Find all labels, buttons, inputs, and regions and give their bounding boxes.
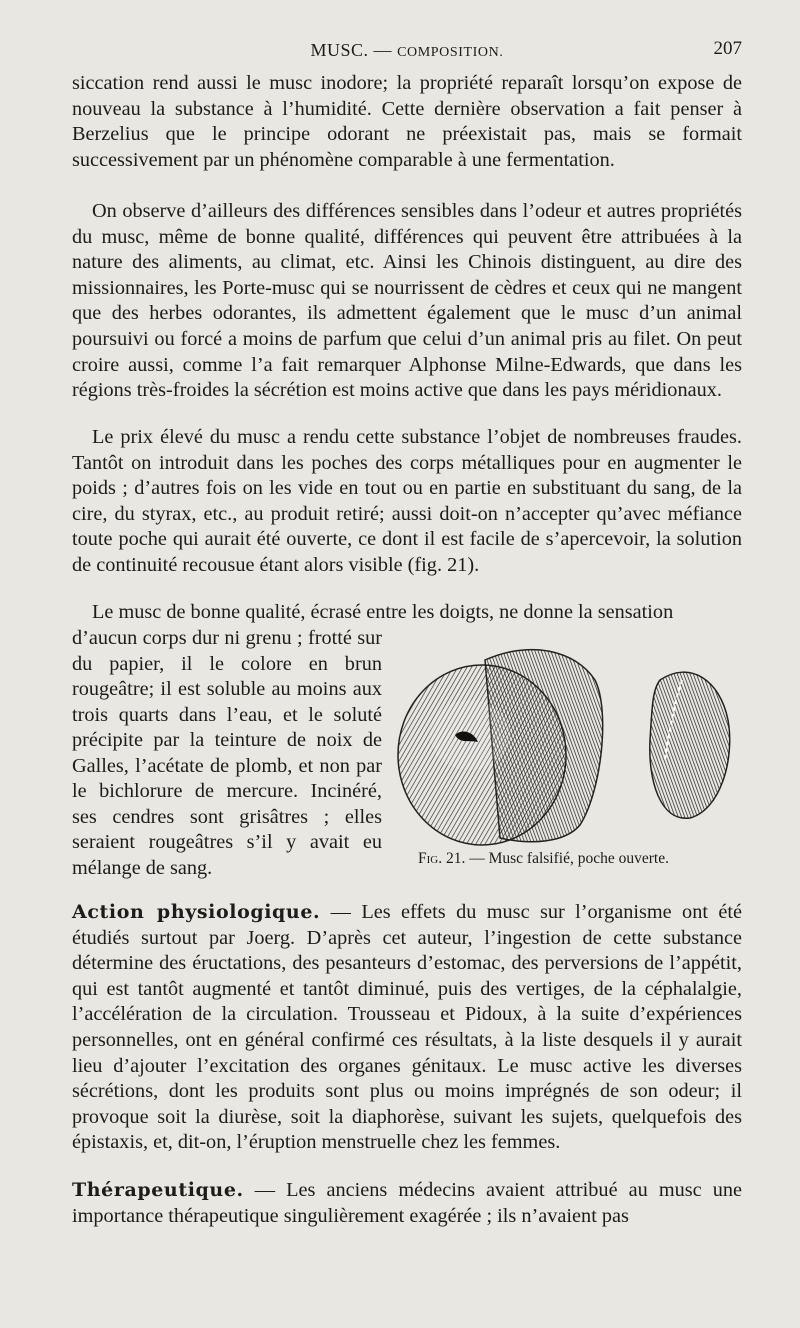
paragraph-6 [72, 1178, 742, 1229]
musc-pouch-illustration [390, 640, 750, 855]
small-pouch [650, 672, 730, 818]
section-heading-action-physiologique: Action physiologique. [72, 901, 321, 923]
paragraph-5 [72, 900, 742, 1156]
figure-caption-label: Fig. 21. [418, 850, 466, 867]
figure-21 [390, 640, 750, 885]
paragraph-therapeutique [72, 1178, 742, 1229]
paragraph-1 [72, 71, 742, 173]
paragraph-4-first-line [72, 600, 742, 626]
section-heading-therapeutique: Thérapeutique. [72, 1179, 244, 1201]
paragraph-3 [72, 425, 742, 579]
paragraph-4-first-line-text: Le musc de bonne qualité, écrasé entre les doigts, ne donne la sensation [92, 601, 674, 623]
running-header [72, 38, 742, 64]
paragraph-action-physiologique [72, 900, 742, 1156]
paragraph-6-text: — Les anciens médecins avaient attribué au musc une importance thérapeutique singulièrement exagérée ; ils n’avaient pas [72, 1179, 742, 1227]
paragraph-4-wrapped-text: d’aucun corps dur ni grenu ; frotté sur du papier, il le colore en brun rougeâtre; il est soluble au moins aux trois quarts dans l’eau, et le soluté précipite par la teinture de noix de Galles, l’acétate de plomb, et non par le bichlorure de mercure. Incinéré, ses cendres sont grisâtres ; elles seraient rougeâtres s’il y avait eu mélange de sang. [72, 627, 382, 879]
running-title-section: COMPOSITION. [397, 45, 504, 60]
page-number: 207 [713, 38, 742, 59]
paragraph-2 [72, 199, 742, 404]
paragraph-4-wrapped [72, 626, 382, 881]
running-title [72, 40, 742, 61]
paragraph-2-text: On observe d’ailleurs des différences sensibles dans l’odeur et autres propriétés du musc, même de bonne qualité, différences qui peuvent être attribuées à la nature des aliments, au climat, etc. Ainsi les Chinois distinguent, au dire des missionnaires, les Porte-musc qui se nourrissent de cèdres et ceux qui ne mangent que des herbes odorantes, ils admettent également que le musc d’un animal poursuivi ou forcé a moins de parfum que celui d’un animal pris au filet. On peut croire aussi, comme l’a fait remarquer Alphonse Milne-Edwards, que dans les régions très-froides la sécrétion est moins active que dans les pays méridionaux. [72, 200, 742, 402]
paragraph-3-text: Le prix élevé du musc a rendu cette substance l’objet de nombreuses fraudes. Tantôt on introduit dans les poches des corps métalliques pour en augmenter le poids ; d’autres fois on les vide en tout ou en partie en substituant du sang, de la cire, du styrax, etc., au produit retiré; aussi doit-on n’accepter qu’avec méfiance toute poche qui aurait été ouverte, ce dont il est facile de s’apercevoir, la solution de continuité recousue étant alors visible (fig. 21). [72, 426, 742, 576]
paragraph-5-text: — Les effets du musc sur l’organisme ont été étudiés surtout par Joerg. D’après cet auteur, l’ingestion de cette substance détermine des éructations, des pesanteurs d’estomac, des perversions de l’appétit, qui est tantôt augmenté et tantôt diminué, puis des vertiges, de la céphalalgie, l’accélération de la circulation. Trousseau et Pidoux, à la suite d’expériences personnelles, ont en général confirmé ces résultats, à la liste desquels il y aurait lieu d’ajouter l’excitation des organes génitaux. Le musc active les diverses sécrétions, dont les produits sont plus ou moins imprégnés de son odeur; il provoque soit la diurèse, soit la diaphorèse, suivant les sujets, quelquefois des épistaxis, et, dit-on, l’éruption menstruelle chez les femmes. [72, 901, 742, 1154]
figure-caption [418, 850, 669, 868]
paragraph-1-text: siccation rend aussi le musc inodore; la propriété reparaît lorsqu’on expose de nouveau la substance à l’humidité. Cette dernière observation a fait penser à Berzelius que le principe odorant ne préexistait pas, mais se formait successivement par un phénomène comparable à une fermentation. [72, 72, 742, 171]
figure-caption-text: — Musc falsifié, poche ouverte. [465, 850, 669, 867]
running-title-main: MUSC. — [310, 40, 398, 60]
